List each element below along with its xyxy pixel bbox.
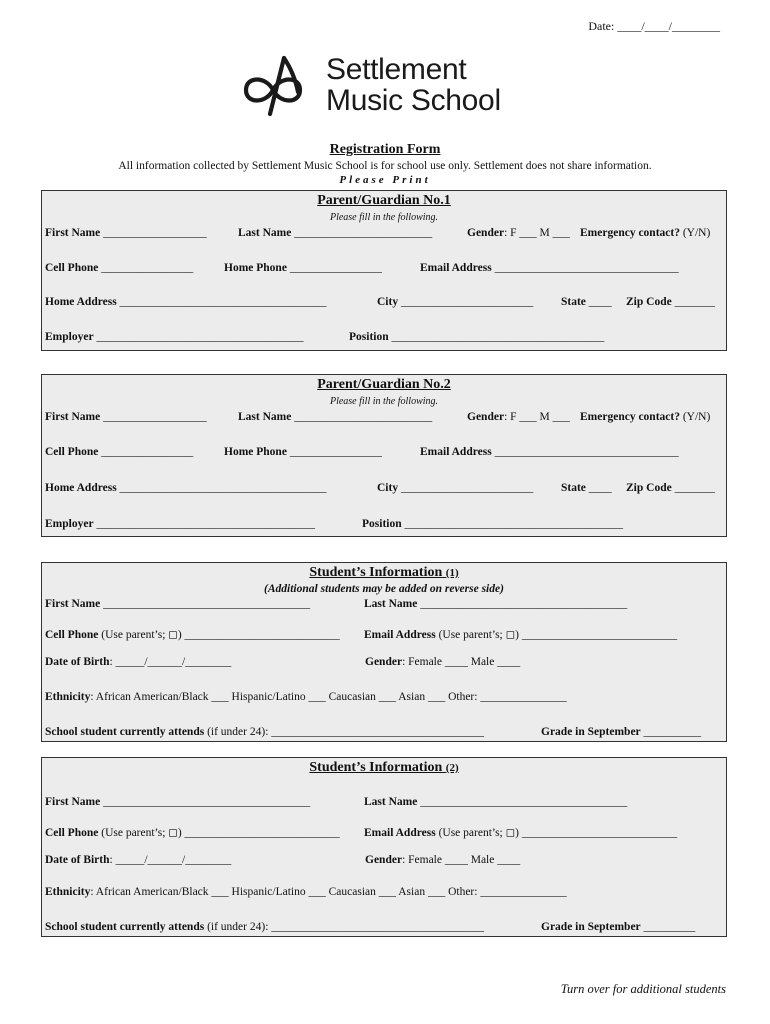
school-field[interactable]: School student currently attends (if under 24): _____________________________________ xyxy=(45,921,485,933)
section-title xyxy=(42,565,726,581)
emergency-contact-field[interactable]: Emergency contact? (Y/N) xyxy=(580,227,711,239)
cell-phone-field[interactable]: Cell Phone (Use parent’s; ◻) ___________________________ xyxy=(45,827,340,839)
city-field[interactable]: City _______________________ xyxy=(377,482,534,494)
employer-field[interactable]: Employer ____________________________________ xyxy=(45,331,304,343)
date-of-birth-field[interactable]: Date of Birth: _____/______/________ xyxy=(45,854,232,866)
last-name-field[interactable]: Last Name ________________________ xyxy=(238,411,433,423)
gender-field[interactable]: Gender: Female ____ Male ____ xyxy=(365,854,521,866)
home-phone-field[interactable]: Home Phone ________________ xyxy=(224,262,382,274)
date-field[interactable]: Date: ____/____/________ xyxy=(588,19,720,33)
section-number: (2) xyxy=(445,762,459,774)
first-name-field[interactable]: First Name ____________________________________ xyxy=(45,598,311,610)
zip-field[interactable]: Zip Code _______ xyxy=(626,482,715,494)
last-name-field[interactable]: Last Name ____________________________________ xyxy=(364,598,628,610)
first-name-field[interactable]: First Name __________________ xyxy=(45,227,207,239)
city-field[interactable]: City _______________________ xyxy=(377,296,534,308)
form-title: Registration Form xyxy=(329,142,441,157)
home-phone-field[interactable]: Home Phone ________________ xyxy=(224,446,382,458)
grade-field[interactable]: Grade in September __________ xyxy=(541,726,702,738)
position-field[interactable]: Position _____________________________________ xyxy=(349,331,605,343)
email-field[interactable]: Email Address ________________________________ xyxy=(420,262,679,274)
intro-text: All information collected by Settlement Music School is for school use only. Settlement does not share information. xyxy=(118,160,652,172)
last-name-field[interactable]: Last Name ________________________ xyxy=(238,227,433,239)
cell-phone-field[interactable]: Cell Phone ________________ xyxy=(45,446,194,458)
student-2-section xyxy=(41,757,727,937)
section-title-text: Student’s Information xyxy=(309,565,443,580)
gender-field[interactable]: Gender: F ___ M ___ xyxy=(467,227,570,239)
section-title: Parent/Guardian No.1 xyxy=(317,193,451,208)
first-name-field[interactable]: First Name __________________ xyxy=(45,411,207,423)
grade-field[interactable]: Grade in September _________ xyxy=(541,921,696,933)
guardian-2-section xyxy=(41,374,727,537)
employer-field[interactable]: Employer ______________________________________ xyxy=(45,518,315,530)
school-field[interactable]: School student currently attends (if under 24): _____________________________________ xyxy=(45,726,485,738)
email-field[interactable]: Email Address ________________________________ xyxy=(420,446,679,458)
state-field[interactable]: State ____ xyxy=(561,482,612,494)
please-print-note: Please Print xyxy=(339,174,431,186)
section-subtitle: Please fill in the following. xyxy=(329,212,439,223)
section-title xyxy=(42,760,726,776)
cell-phone-field[interactable]: Cell Phone ________________ xyxy=(45,262,194,274)
section-subtitle: (Additional students may be added on reverse side) xyxy=(264,583,504,595)
state-field[interactable]: State ____ xyxy=(561,296,612,308)
cell-phone-field[interactable]: Cell Phone (Use parent’s; ◻) ___________________________ xyxy=(45,629,340,641)
ethnicity-field[interactable]: Ethnicity: African American/Black ___ Hispanic/Latino ___ Caucasian ___ Asian ___ Other: _______________ xyxy=(45,691,567,703)
logo-mark-icon xyxy=(240,52,320,122)
email-field[interactable]: Email Address (Use parent’s; ◻) ___________________________ xyxy=(364,629,678,641)
turn-over-note: Turn over for additional students xyxy=(560,982,726,996)
section-number: (1) xyxy=(445,567,459,579)
first-name-field[interactable]: First Name ____________________________________ xyxy=(45,796,311,808)
guardian-1-section xyxy=(41,190,727,351)
section-title: Parent/Guardian No.2 xyxy=(317,377,451,392)
gender-field[interactable]: Gender: F ___ M ___ xyxy=(467,411,570,423)
gender-field[interactable]: Gender: Female ____ Male ____ xyxy=(365,656,521,668)
school-logo xyxy=(240,52,530,122)
position-field[interactable]: Position ______________________________________ xyxy=(362,518,623,530)
emergency-contact-field[interactable]: Emergency contact? (Y/N) xyxy=(580,411,711,423)
date-of-birth-field[interactable]: Date of Birth: _____/______/________ xyxy=(45,656,232,668)
logo-line-2: Music School xyxy=(326,84,501,117)
student-1-section xyxy=(41,562,727,742)
section-subtitle: Please fill in the following. xyxy=(329,396,439,407)
logo-line-1: Settlement xyxy=(326,53,467,86)
home-address-field[interactable]: Home Address ____________________________________ xyxy=(45,296,327,308)
logo-wordmark xyxy=(326,54,501,116)
home-address-field[interactable]: Home Address ____________________________________ xyxy=(45,482,327,494)
zip-field[interactable]: Zip Code _______ xyxy=(626,296,715,308)
last-name-field[interactable]: Last Name ____________________________________ xyxy=(364,796,628,808)
ethnicity-field[interactable]: Ethnicity: African American/Black ___ Hispanic/Latino ___ Caucasian ___ Asian ___ Other: _______________ xyxy=(45,886,567,898)
section-title-text: Student’s Information xyxy=(309,760,443,775)
email-field[interactable]: Email Address (Use parent’s; ◻) ___________________________ xyxy=(364,827,678,839)
